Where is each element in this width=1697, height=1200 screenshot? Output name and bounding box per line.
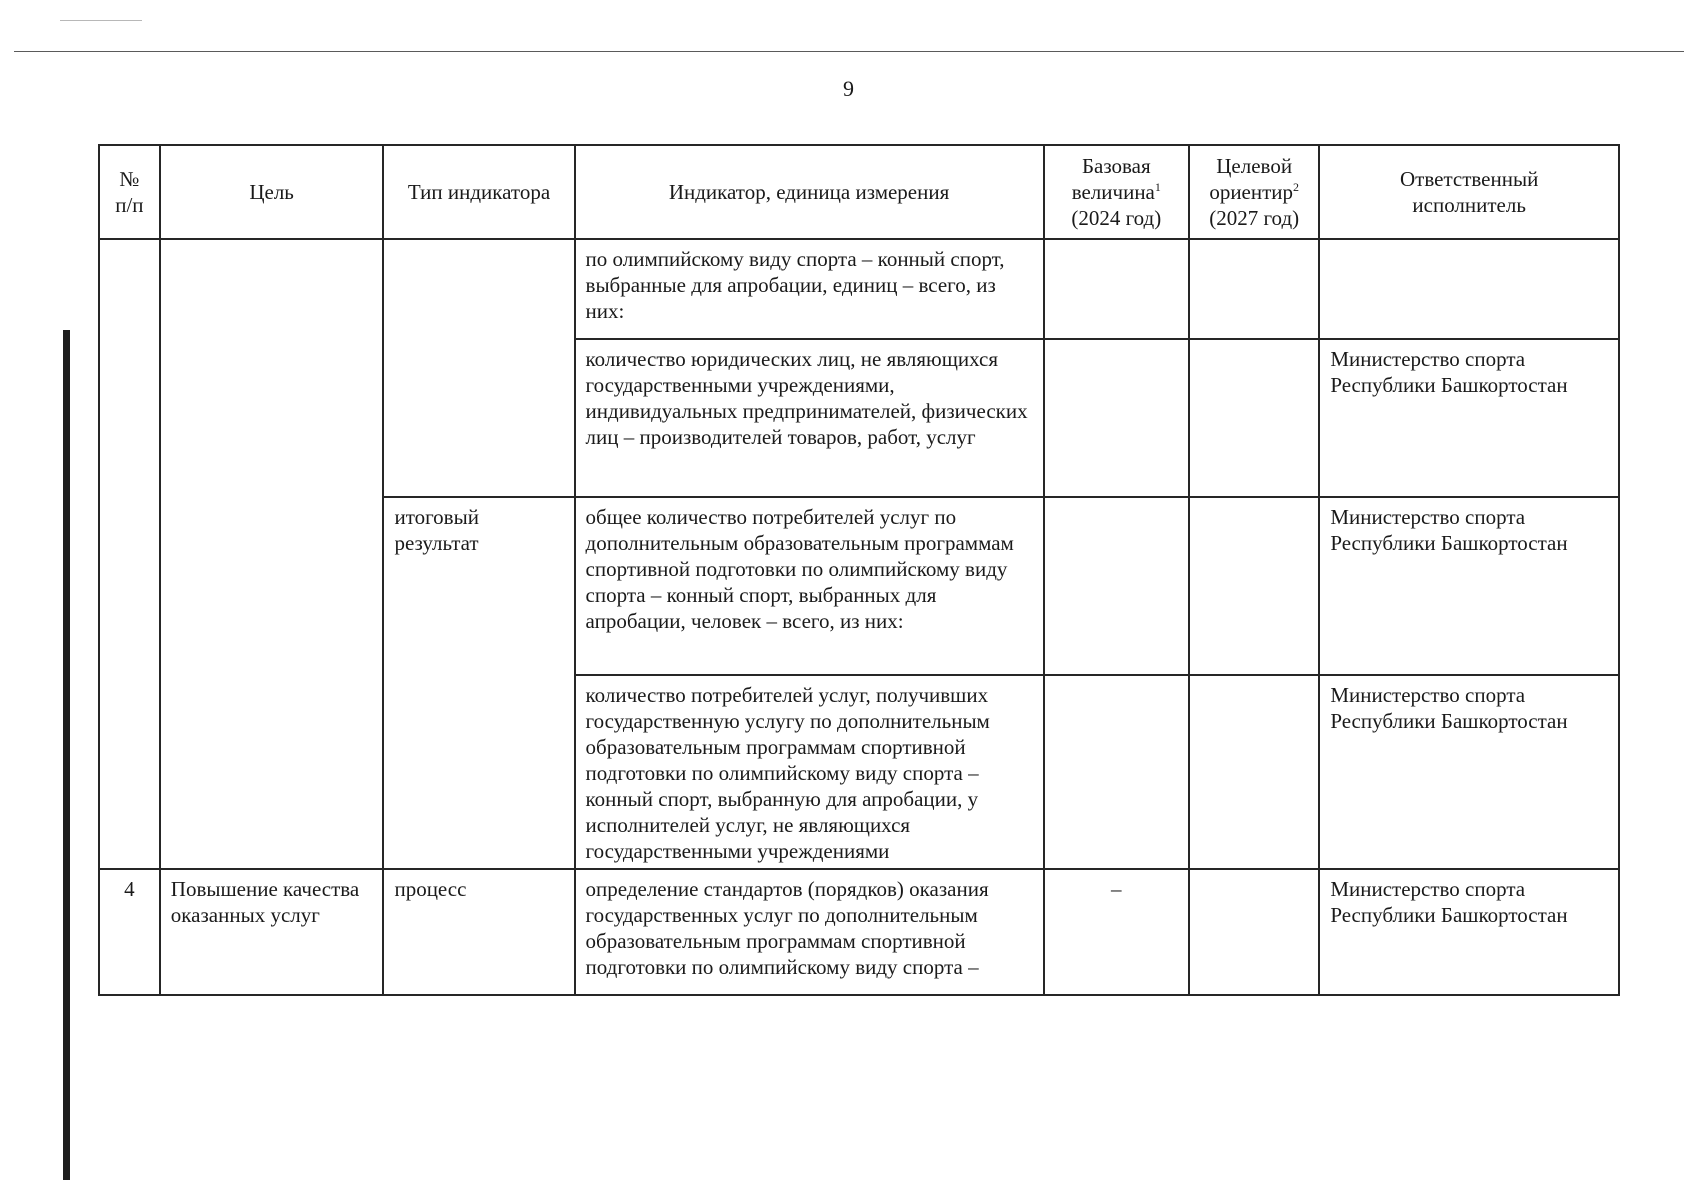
cell-indicator: определение стандартов (порядков) оказания государственных услуг по дополнительным образовательным программам спортивной подготовки по олимпийскому виду спорта – (575, 869, 1044, 995)
header-responsible: Ответственный исполнитель (1319, 145, 1619, 239)
indicators-table (98, 144, 1620, 996)
cell-indicator: по олимпийскому виду спорта – конный спорт, выбранные для апробации, единиц – всего, из них: (575, 239, 1044, 339)
cell-indicator: количество юридических лиц, не являющихся государственными учреждениями, индивидуальных предпринимателей, физических лиц – производителей товаров, работ, услуг (575, 339, 1044, 497)
cell-base (1044, 339, 1189, 497)
cell-indicator: количество потребителей услуг, получивших государственную услугу по дополнительным образовательным программам спортивной подготовки по олимпийскому виду спорта – конный спорт, выбранную для апробации, у исполнителей услуг, не являющихся государственными учреждениями (575, 675, 1044, 869)
cell-target (1189, 869, 1319, 995)
cell-target (1189, 339, 1319, 497)
cell-goal (160, 239, 384, 869)
footnote-2: 2 (1293, 180, 1300, 194)
header-target: Целевой ориентир$^2$ (2027 год) (1189, 145, 1319, 239)
cell-indicator: общее количество потребителей услуг по дополнительным образовательным программам спортивной подготовки по олимпийскому виду спорта – конный спорт, выбранных для апробации, человек – всего, из них: (575, 497, 1044, 675)
cell-target (1189, 239, 1319, 339)
cell-responsible (1319, 239, 1619, 339)
cell-base (1044, 497, 1189, 675)
cell-base (1044, 239, 1189, 339)
scan-binding-edge (63, 330, 70, 1180)
page-number: 9 (843, 76, 854, 101)
corner-mark (60, 20, 142, 21)
header-rule (14, 51, 1684, 52)
table-row (99, 239, 1619, 339)
cell-target (1189, 497, 1319, 675)
header-indicator: Индикатор, единица измерения (575, 145, 1044, 239)
cell-base (1044, 675, 1189, 869)
header-goal: Цель (160, 145, 384, 239)
header-base-value: Базовая величина$^1$ (2024 год) (1044, 145, 1189, 239)
cell-type: процесс (383, 869, 574, 995)
cell-num: 4 (99, 869, 160, 995)
cell-base: – (1044, 869, 1189, 995)
cell-goal: Повышение качества оказанных услуг (160, 869, 384, 995)
cell-type: итоговый результат (383, 497, 574, 869)
header-indicator-type: Тип индикатора (383, 145, 574, 239)
header-num: № п/п (99, 145, 160, 239)
table-row (99, 869, 1619, 995)
cell-responsible: Министерство спорта Республики Башкортостан (1319, 339, 1619, 497)
cell-responsible: Министерство спорта Республики Башкортостан (1319, 497, 1619, 675)
cell-target (1189, 675, 1319, 869)
footnote-1: 1 (1154, 180, 1161, 194)
cell-type (383, 239, 574, 497)
cell-num (99, 239, 160, 869)
cell-responsible: Министерство спорта Республики Башкортостан (1319, 869, 1619, 995)
header-row (99, 145, 1619, 239)
cell-responsible: Министерство спорта Республики Башкортостан (1319, 675, 1619, 869)
